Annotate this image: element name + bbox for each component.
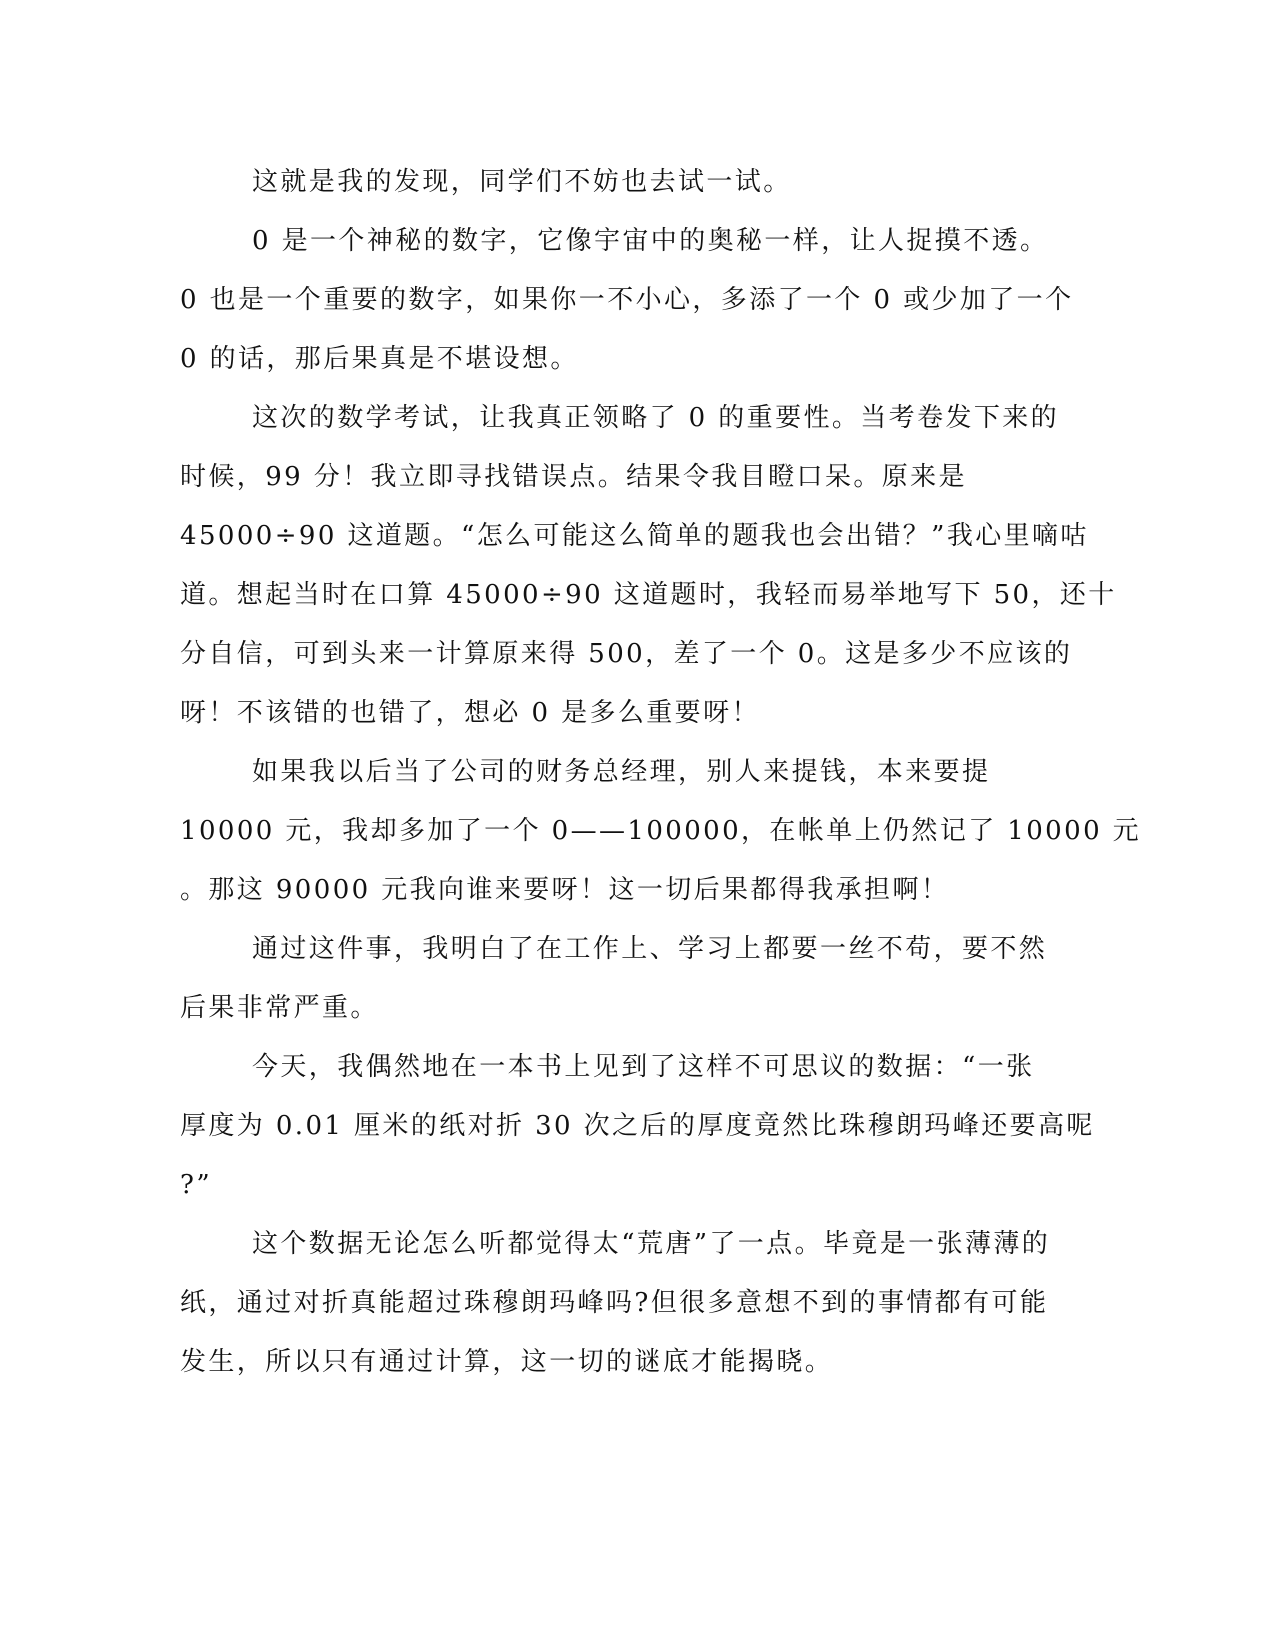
document-body xyxy=(180,153,1142,1392)
text-line: 如果我以后当了公司的财务总经理，别人来提钱，本来要提 xyxy=(252,757,991,787)
text-line: 。那这 90000 元我向谁来要呀！这一切后果都得我承担啊！ xyxy=(180,875,950,905)
text-line: 厚度为 0.01 厘米的纸对折 30 次之后的厚度竟然比珠穆朗玛峰还要高呢 xyxy=(180,1111,1095,1141)
text-line: 时候，99 分！我立即寻找错误点。结果令我目瞪口呆。原来是 xyxy=(180,462,967,492)
text-line: 通过这件事，我明白了在工作上、学习上都要一丝不苟，要不然 xyxy=(252,934,1048,964)
text-line: 纸，通过对折真能超过珠穆朗玛峰吗?但很多意想不到的事情都有可能 xyxy=(180,1288,1049,1318)
text-line: 0 的话，那后果真是不堪设想。 xyxy=(180,344,579,374)
text-line: 0 是一个神秘的数字，它像宇宙中的奥秘一样，让人捉摸不透。 xyxy=(252,226,1049,256)
text-line: 今天，我偶然地在一本书上见到了这样不可思议的数据：“一张 xyxy=(252,1052,1035,1082)
text-line: 发生，所以只有通过计算，这一切的谜底才能揭晓。 xyxy=(180,1347,834,1377)
text-line: 这个数据无论怎么听都觉得太“荒唐”了一点。毕竟是一张薄薄的 xyxy=(252,1229,1051,1259)
text-line: 后果非常严重。 xyxy=(180,993,379,1023)
text-line: 0 也是一个重要的数字，如果你一不小心，多添了一个 0 或少加了一个 xyxy=(180,285,1074,315)
text-line: 45000÷90 这道题。“怎么可能这么简单的题我也会出错？”我心里嘀咕 xyxy=(180,521,1089,551)
text-line: 10000 元，我却多加了一个 0——100000，在帐单上仍然记了 10000 元 xyxy=(180,816,1142,846)
text-line: ?” xyxy=(180,1170,213,1200)
text-line: 这次的数学考试，让我真正领略了 0 的重要性。当考卷发下来的 xyxy=(252,403,1060,433)
text-line: 道。想起当时在口算 45000÷90 这道题时，我轻而易举地写下 50，还十 xyxy=(180,580,1117,610)
text-line: 呀！不该错的也错了，想必 0 是多么重要呀！ xyxy=(180,698,760,728)
text-line: 分自信，可到头来一计算原来得 500，差了一个 0。这是多少不应该的 xyxy=(180,639,1073,669)
text-line: 这就是我的发现，同学们不妨也去试一试。 xyxy=(252,167,792,197)
